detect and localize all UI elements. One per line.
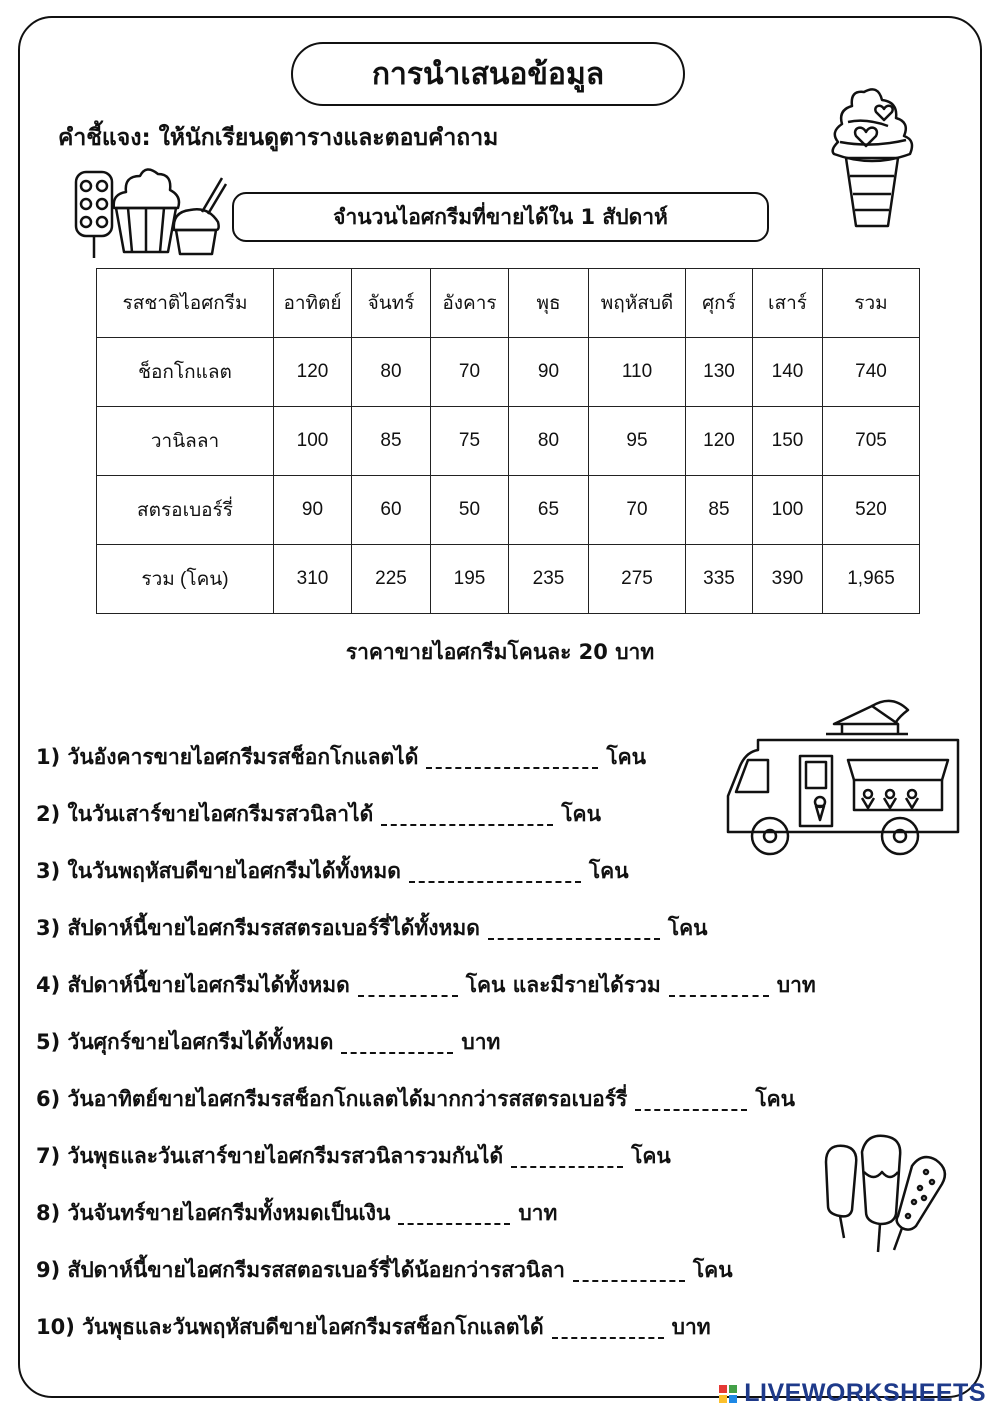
table-cell: 195: [431, 545, 509, 614]
question-9: 9) สัปดาห์นี้ขายไอศกรีมรสสตอรเบอร์รี่ได้น้อยกว่ารสวนิลา โคน: [36, 1258, 733, 1282]
page-title: การนำเสนอข้อมูล: [291, 42, 685, 106]
ice-cream-truck-illustration: [722, 696, 964, 862]
table-cell: 95: [589, 407, 686, 476]
column-header: อาทิตย์: [274, 269, 352, 338]
answer-blank[interactable]: [409, 861, 581, 883]
column-header: ศุกร์: [686, 269, 753, 338]
table-cell: 50: [431, 476, 509, 545]
sales-table: [96, 268, 920, 614]
question-3: 3) ในวันพฤหัสบดีขายไอศกรีมได้ทั้งหมด โคน: [36, 859, 629, 883]
answer-blank-baht[interactable]: [669, 975, 769, 997]
table-cell: 70: [431, 338, 509, 407]
column-header: อังคาร: [431, 269, 509, 338]
question-4: 4) สัปดาห์นี้ขายไอศกรีมได้ทั้งหมด โคน และมีรายได้รวม บาท: [36, 973, 816, 997]
column-header: จันทร์: [352, 269, 431, 338]
question-1: 1) วันอังคารขายไอศกรีมรสช็อกโกแลตได้ โคน: [36, 745, 647, 769]
table-cell: 90: [274, 476, 352, 545]
table-cell: 85: [686, 476, 753, 545]
answer-blank[interactable]: [381, 804, 553, 826]
ice-cream-cone-illustration: [826, 78, 918, 230]
table-cell: 150: [753, 407, 823, 476]
ice-cream-sweets-illustration: [72, 160, 228, 260]
table-cell: 275: [589, 545, 686, 614]
answer-blank-cones[interactable]: [358, 975, 458, 997]
table-cell: 130: [686, 338, 753, 407]
table-cell: 310: [274, 545, 352, 614]
answer-blank[interactable]: [635, 1089, 747, 1111]
table-cell: 225: [352, 545, 431, 614]
table-row: [97, 476, 920, 545]
answer-blank[interactable]: [552, 1317, 664, 1339]
liveworksheets-brand: LIVEWORKSHEETS: [718, 1379, 986, 1408]
column-header: รสชาติไอศกรีม: [97, 269, 274, 338]
table-cell: 235: [509, 545, 589, 614]
answer-blank[interactable]: [341, 1032, 453, 1054]
table-cell: 110: [589, 338, 686, 407]
instruction-text: คำชี้แจง: ให้นักเรียนดูตารางและตอบคำถาม: [58, 125, 499, 151]
question-10: 10) วันพุธและวันพฤหัสบดีขายไอศกรีมรสช็อกโกแลตได้ บาท: [36, 1315, 711, 1339]
answer-blank[interactable]: [573, 1260, 685, 1282]
table-cell: 740: [823, 338, 920, 407]
liveworksheets-logo-icon: [718, 1383, 740, 1405]
column-header: พุธ: [509, 269, 589, 338]
question-5: 5) วันศุกร์ขายไอศกรีมได้ทั้งหมด บาท: [36, 1030, 501, 1054]
answer-blank[interactable]: [398, 1203, 510, 1225]
price-note: ราคาขายไอศกรีมโคนละ 20 บาท: [345, 640, 655, 664]
question-3b: 3) สัปดาห์นี้ขายไอศกรีมรสสตรอเบอร์รี่ได้ทั้งหมด โคน: [36, 916, 708, 940]
table-title: จำนวนไอศกรีมที่ขายได้ใน 1 สัปดาห์: [232, 192, 769, 242]
question-8: 8) วันจันทร์ขายไอศกรีมทั้งหมดเป็นเงิน บาท: [36, 1201, 558, 1225]
table-cell: 120: [686, 407, 753, 476]
answer-blank[interactable]: [488, 918, 660, 940]
column-header: พฤหัสบดี: [589, 269, 686, 338]
table-cell: รวม (โคน): [97, 545, 274, 614]
table-cell: 80: [509, 407, 589, 476]
table-cell: 70: [589, 476, 686, 545]
table-cell: 120: [274, 338, 352, 407]
question-2: 2) ในวันเสาร์ขายไอศกรีมรสวนิลาได้ โคน: [36, 802, 601, 826]
table-row: [97, 338, 920, 407]
column-header: รวม: [823, 269, 920, 338]
question-7: 7) วันพุธและวันเสาร์ขายไอศกรีมรสวนิลารวมกันได้ โคน: [36, 1144, 671, 1168]
table-header-row: [97, 269, 920, 338]
table-cell: 60: [352, 476, 431, 545]
table-cell: 1,965: [823, 545, 920, 614]
table-cell: 520: [823, 476, 920, 545]
table-cell: 335: [686, 545, 753, 614]
answer-blank[interactable]: [426, 747, 598, 769]
table-total-row: [97, 545, 920, 614]
table-cell: 90: [509, 338, 589, 407]
table-cell: 80: [352, 338, 431, 407]
table-cell: 140: [753, 338, 823, 407]
table-cell: 65: [509, 476, 589, 545]
question-6: 6) วันอาทิตย์ขายไอศกรีมรสช็อกโกแลตได้มากกว่ารสสตรอเบอร์รี่ โคน: [36, 1087, 796, 1111]
popsicles-illustration: [818, 1132, 954, 1256]
table-cell: วานิลลา: [97, 407, 274, 476]
table-cell: 100: [753, 476, 823, 545]
table-cell: 75: [431, 407, 509, 476]
table-cell: 100: [274, 407, 352, 476]
column-header: เสาร์: [753, 269, 823, 338]
table-row: [97, 407, 920, 476]
table-cell: 705: [823, 407, 920, 476]
answer-blank[interactable]: [511, 1146, 623, 1168]
table-cell: ช็อกโกแลต: [97, 338, 274, 407]
table-cell: สตรอเบอร์รี่: [97, 476, 274, 545]
table-cell: 390: [753, 545, 823, 614]
table-cell: 85: [352, 407, 431, 476]
